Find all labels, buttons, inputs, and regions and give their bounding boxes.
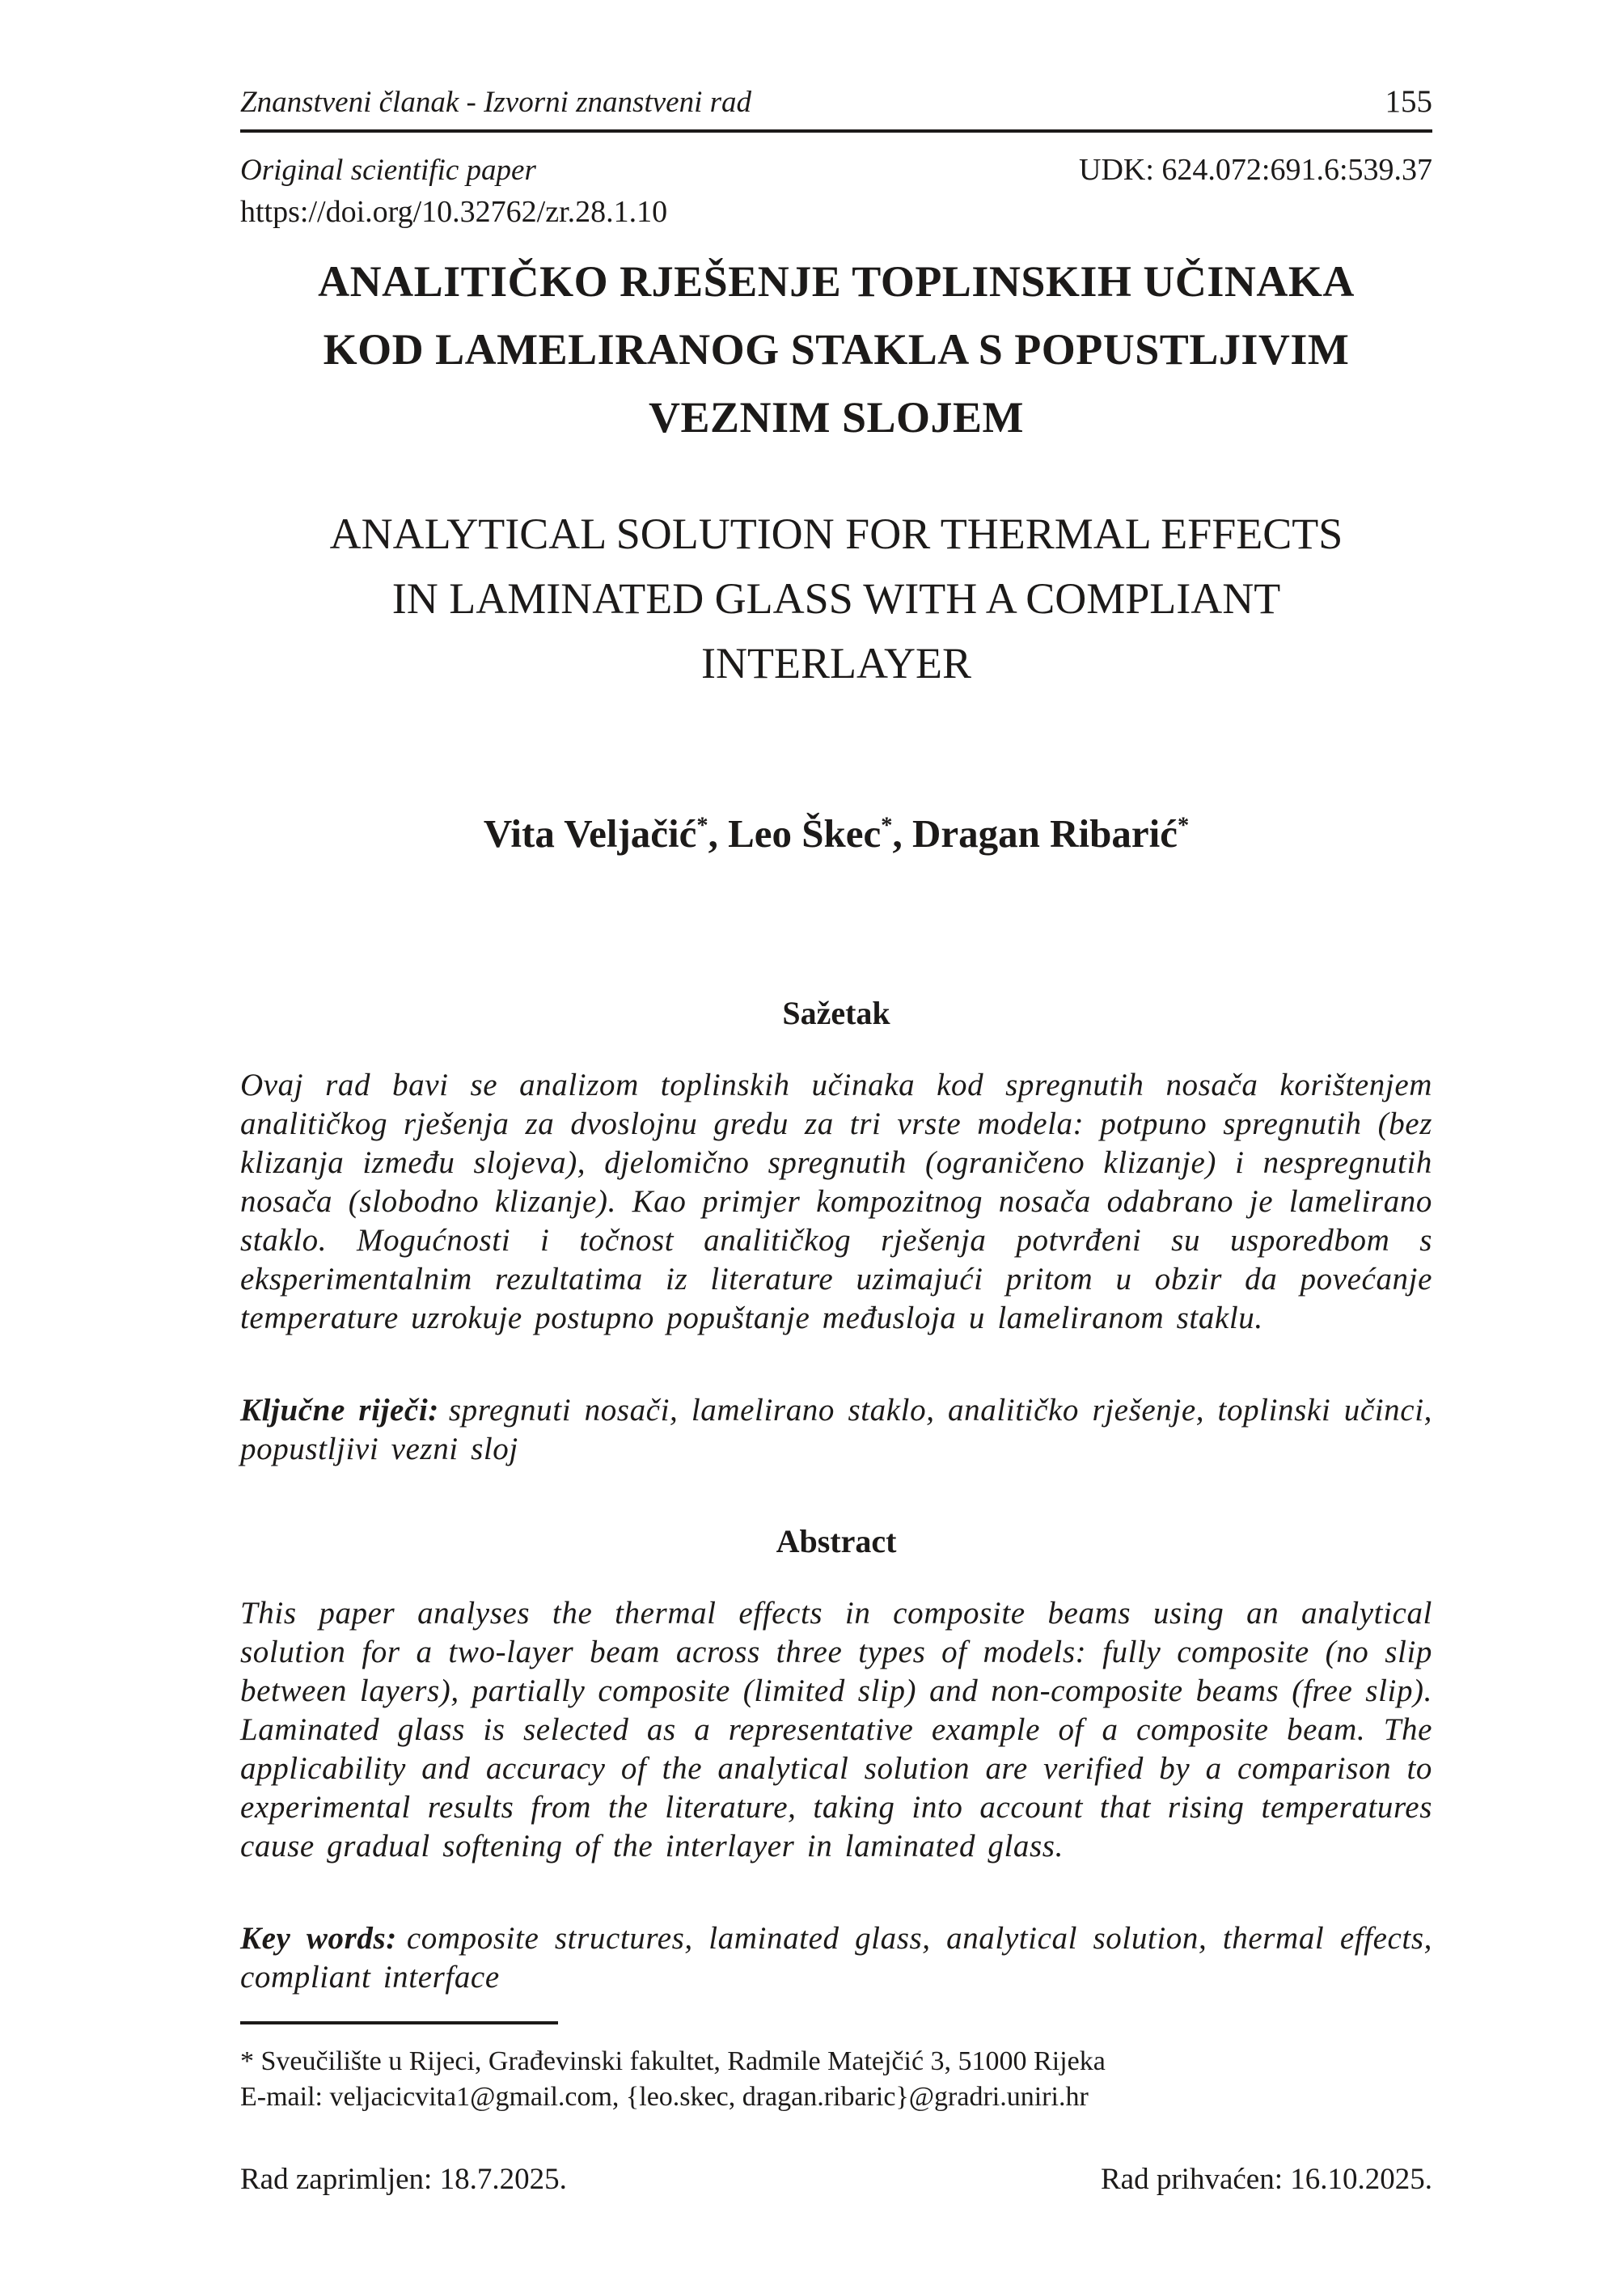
footnote-block xyxy=(240,2044,1432,2115)
abstract-text: This paper analyses the thermal effects in composite beams using an analytical solution for a two-layer beam across three types of models: fully composite (no slip between layers), partially composite (limited slip) and non-composite beams (free slip). Laminated glass is selected as a representative example of a composite beam. The applicability and accuracy of the analytical solution are verified by a comparison to experimental results from the literature, taking into account that rising temperatures cause gradual softening of the interlayer in laminated glass. xyxy=(240,1596,1432,1864)
article-title-en xyxy=(240,501,1432,696)
footnote-email: E-mail: veljacicvita1@gmail.com, {leo.skec, dragan.ribaric}@gradri.uniri.hr xyxy=(240,2082,1089,2112)
date-received: Rad zaprimljen: 18.7.2025. xyxy=(240,2163,567,2196)
article-title-hr xyxy=(240,247,1432,451)
sazetak-heading: Sažetak xyxy=(782,995,890,1031)
dates-row xyxy=(240,2162,1432,2197)
keywords-hr xyxy=(240,1391,1432,1469)
udk-number: UDK: 624.072:691.6:539.37 xyxy=(1079,153,1432,187)
title-hr-line-1: ANALITIČKO RJEŠENJE TOPLINSKIH UČINAKA xyxy=(318,257,1355,306)
article-category-en: Original scientific paper xyxy=(240,154,536,187)
keywords-en xyxy=(240,1919,1432,1997)
date-accepted: Rad prihvaćen: 16.10.2025. xyxy=(1101,2163,1432,2196)
keywords-hr-text: spregnuti nosači, lamelirano staklo, analitičko rješenje, toplinski učinci, popustljivi vezni sloj xyxy=(240,1393,1432,1466)
author-affiliation-mark-3: * xyxy=(1177,813,1190,839)
keywords-hr-label: Ključne riječi: xyxy=(240,1393,439,1428)
title-en-line-3: INTERLAYER xyxy=(701,639,971,687)
title-en-line-1: ANALYTICAL SOLUTION FOR THERMAL EFFECTS xyxy=(329,510,1343,558)
authors-line xyxy=(240,810,1432,857)
author-affiliation-mark-2: * xyxy=(881,813,893,839)
author-separator: , xyxy=(892,811,912,856)
author-name-1: Vita Veljačić xyxy=(483,811,697,856)
author-name-2: Leo Škec xyxy=(728,811,882,856)
article-category-hr: Znanstveni članak - Izvorni znanstveni rad xyxy=(240,86,751,119)
footnote-divider xyxy=(240,2021,558,2024)
page-number: 155 xyxy=(1385,84,1432,119)
article-meta-row xyxy=(240,152,1432,188)
footnote-affiliation: * Sveučilište u Rijeci, Građevinski fakultet, Radmile Matejčić 3, 51000 Rijeka xyxy=(240,2046,1106,2076)
title-hr-line-3: VEZNIM SLOJEM xyxy=(648,393,1025,442)
author-affiliation-mark-1: * xyxy=(696,813,708,839)
sazetak-abstract-text: Ovaj rad bavi se analizom toplinskih učinaka kod spregnutih nosača korištenjem analitičkog rješenja za dvoslojnu gredu za tri vrste modela: potpuno spregnutih (bez klizanja između slojeva), djelomično spregnutih (ograničeno klizanje) i nespregnutih nosača (slobodno klizanje). Kao primjer kompozitnog nosača odabrano je lamelirano staklo. Mogućnosti i točnost analitičkog rješenja potvrđeni su usporedbom s eksperimentalnim rezultatima iz literature uzimajući pritom u obzir da povećanje temperature uzrokuje postupno popuštanje međusloja u lameliranom staklu. xyxy=(240,1068,1432,1335)
title-hr-line-2: KOD LAMELIRANOG STAKLA S POPUSTLJIVIM xyxy=(323,325,1350,374)
abstract-heading: Abstract xyxy=(776,1523,897,1559)
doi-link: https://doi.org/10.32762/zr.28.1.10 xyxy=(240,195,668,229)
running-header xyxy=(240,83,1432,133)
author-separator: , xyxy=(708,811,729,856)
author-name-3: Dragan Ribarić xyxy=(911,811,1178,856)
keywords-en-text: composite structures, laminated glass, analytical solution, thermal effects, compliant interface xyxy=(240,1921,1432,1995)
title-en-line-2: IN LAMINATED GLASS WITH A COMPLIANT xyxy=(391,574,1281,623)
keywords-en-label: Key words: xyxy=(240,1921,397,1956)
